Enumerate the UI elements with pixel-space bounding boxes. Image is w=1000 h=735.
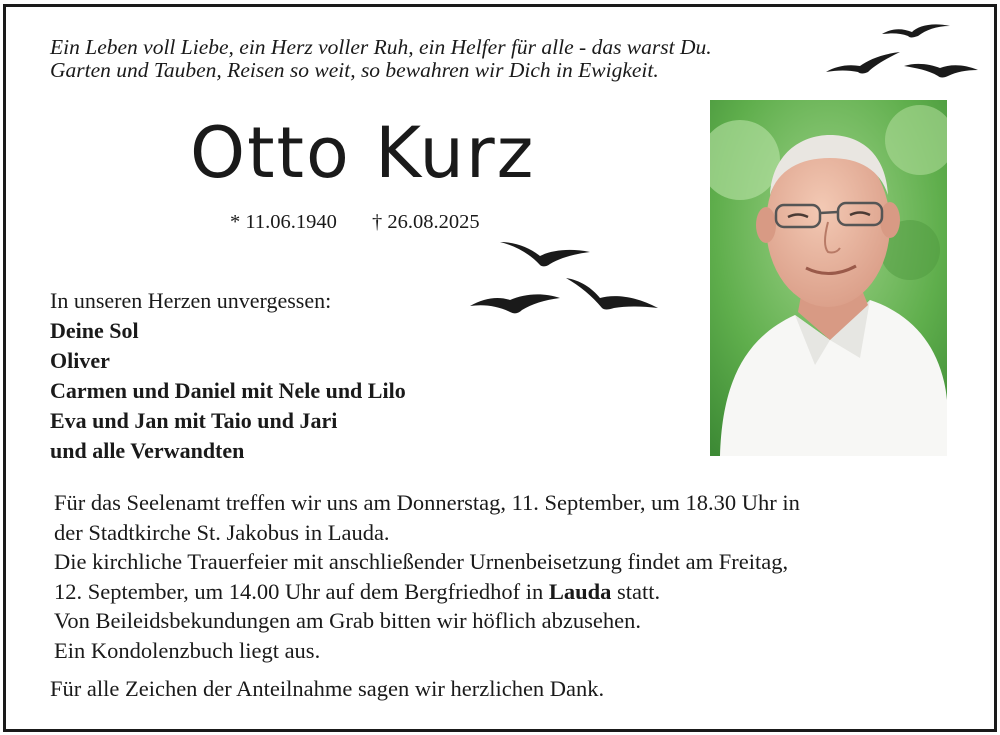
mourner-name: Carmen und Daniel mit Nele und Lilo — [50, 378, 406, 403]
motto-line-2: Garten und Tauben, Reisen so weit, so bewahren wir Dich in Ewigkeit. — [50, 58, 659, 82]
motto — [50, 36, 712, 82]
deceased-name: Otto Kurz — [190, 112, 536, 194]
portrait-photo — [710, 100, 947, 456]
service-place: Lauda — [548, 578, 612, 604]
service-line: der Stadtkirche St. Jakobus in Lauda. — [54, 519, 390, 545]
bird-icon — [882, 20, 952, 42]
bird-icon — [904, 60, 978, 80]
mourner-name: Oliver — [50, 348, 110, 373]
life-dates — [230, 211, 480, 234]
service-line: Die kirchliche Trauerfeier mit anschließender Urnenbeisetzung findet am Freitag, — [54, 549, 789, 574]
bird-icon — [500, 240, 592, 268]
mourners-block — [50, 286, 406, 466]
service-text: statt. — [611, 578, 661, 604]
mourner-name: und alle Verwandten — [50, 438, 245, 463]
bird-icon — [470, 290, 562, 316]
service-line: Von Beileidsbekundungen am Grab bitten wir höflich abzusehen. — [54, 608, 641, 633]
service-line — [54, 577, 800, 607]
service-line: Ein Kondolenzbuch liegt aus. — [54, 637, 321, 663]
service-line: Für das Seelenamt treffen wir uns am Donnerstag, 11. September, um 18.30 Uhr in — [54, 490, 800, 515]
thanks-note: Für alle Zeichen der Anteilnahme sagen wir herzlichen Dank. — [50, 676, 605, 701]
service-info — [54, 488, 800, 665]
death-date: † 26.08.2025 — [372, 211, 480, 233]
service-text: 12. September, um 14.00 Uhr auf dem Bergfriedhof in — [54, 578, 549, 604]
birth-date: * 11.06.1940 — [230, 211, 337, 233]
bird-icon — [566, 276, 660, 312]
mourner-name: Eva und Jan mit Taio und Jari — [50, 408, 338, 433]
mourner-name: Deine Sol — [50, 318, 139, 343]
motto-line-1: Ein Leben voll Liebe, ein Herz voller Ruh, ein Helfer für alle - das warst Du. — [50, 35, 712, 59]
bird-icon — [826, 50, 901, 78]
mourners-intro: In unseren Herzen unvergessen: — [50, 288, 332, 313]
